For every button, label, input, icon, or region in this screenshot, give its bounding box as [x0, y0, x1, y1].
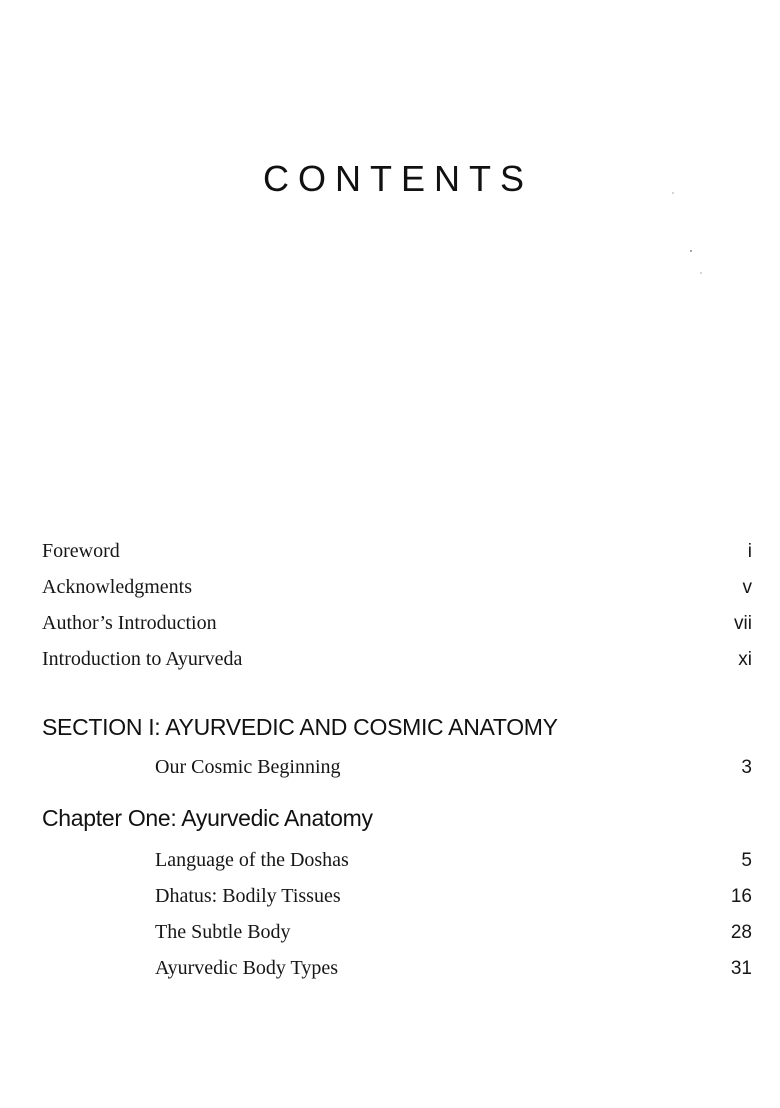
toc-entry-page: 3	[741, 757, 752, 778]
paper-speck	[700, 272, 702, 274]
toc-entry-page: vii	[734, 613, 752, 634]
toc-entry-label: Author’s Introduction	[42, 612, 217, 634]
toc-entry-label: Language of the Doshas	[155, 849, 349, 871]
toc-entry	[42, 612, 752, 635]
toc-entry-label: Ayurvedic Body Types	[155, 957, 339, 979]
toc-entry-page: xi	[738, 649, 752, 670]
toc-entry-label: Our Cosmic Beginning	[155, 756, 341, 778]
toc-entry-label: The Subtle Body	[155, 921, 291, 943]
toc-entry	[155, 756, 752, 779]
toc-entry-page: i	[747, 541, 752, 562]
toc-entry-page: 16	[730, 886, 752, 907]
toc-entry-page: 31	[730, 958, 752, 979]
toc-entry	[155, 885, 752, 908]
toc-entry	[42, 648, 752, 671]
paper-speck	[690, 250, 692, 252]
page-title: CONTENTS	[263, 158, 533, 199]
toc-entry	[42, 576, 752, 599]
toc-entry-label: Introduction to Ayurveda	[42, 648, 243, 670]
toc-entry	[42, 540, 752, 563]
toc-entry-page: 5	[741, 850, 752, 871]
chapter-heading: Chapter One: Ayurvedic Anatomy	[42, 805, 373, 831]
toc-entry	[155, 921, 752, 944]
toc-entry	[155, 957, 752, 980]
section-heading: SECTION I: AYURVEDIC AND COSMIC ANATOMY	[42, 714, 558, 740]
toc-entry-label: Acknowledgments	[42, 576, 192, 598]
toc-entry-page: 28	[730, 922, 752, 943]
toc-entry-page: v	[742, 577, 752, 598]
toc-entry	[155, 849, 752, 872]
toc-entry-label: Dhatus: Bodily Tissues	[155, 885, 341, 907]
toc-entry-label: Foreword	[42, 540, 120, 562]
